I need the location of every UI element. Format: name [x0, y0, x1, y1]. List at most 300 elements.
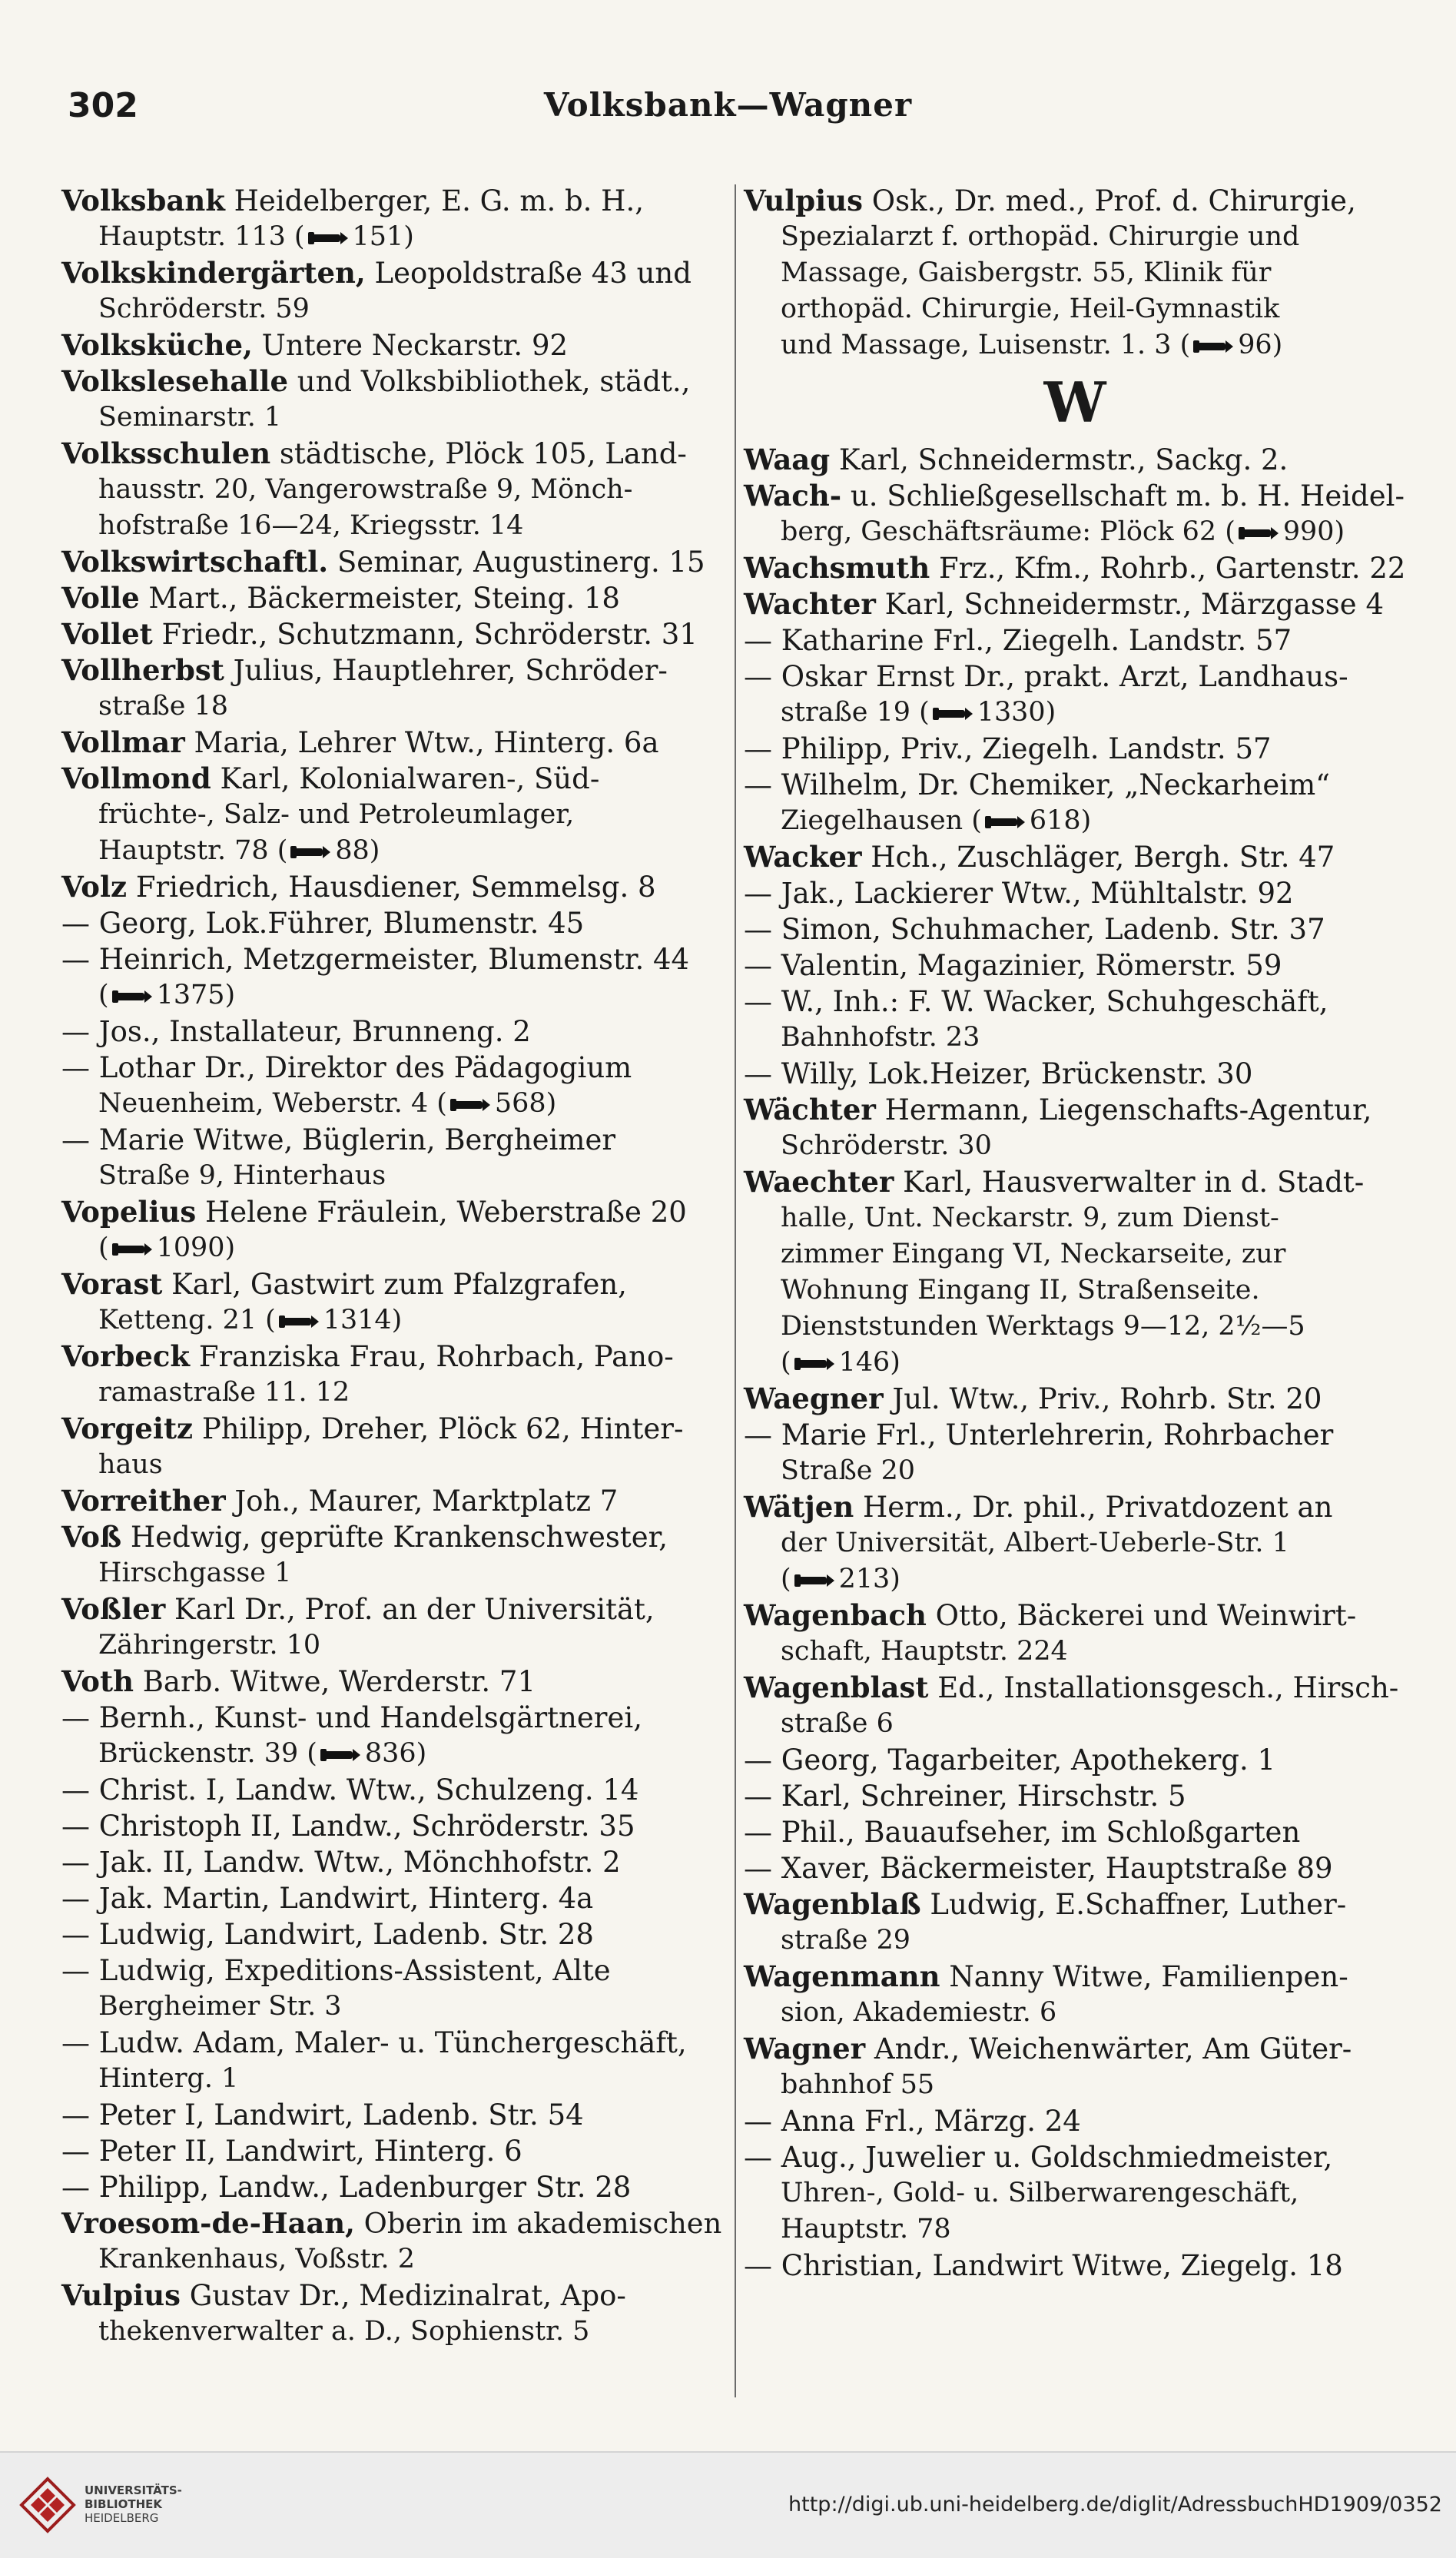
- phone-number: 568: [494, 1088, 546, 1119]
- entry-surname: Wacker: [744, 840, 862, 874]
- entry-text: Hauptstr. 113 (: [98, 221, 305, 252]
- entry-line: [61, 833, 722, 869]
- entry-line: [61, 472, 722, 508]
- entry-text-after: ): [224, 980, 236, 1010]
- entry-surname: Volkslesehalle: [61, 364, 289, 398]
- entry-text: Brückenstr. 39 (: [98, 1738, 317, 1769]
- entry-text: — Ludw. Adam, Maler- u. Tünchergeschäft,: [61, 2026, 687, 2059]
- entry-line: [61, 363, 722, 400]
- directory-entry: [61, 327, 722, 363]
- entry-line: [744, 984, 1406, 1020]
- entry-text: — Georg, Lok.Führer, Blumenstr. 45: [61, 907, 585, 940]
- phone-number: 213: [838, 1564, 891, 1594]
- entry-line: [61, 1627, 722, 1664]
- entry-line: [744, 1923, 1406, 1959]
- phone-number: 1330: [977, 697, 1046, 728]
- entry-line: [744, 183, 1406, 219]
- entry-text: Jul. Wtw., Priv., Rohrb. Str. 20: [883, 1382, 1322, 1415]
- entry-surname: Vollherbst: [61, 653, 224, 687]
- entry-text: Joh., Maurer, Marktplatz 7: [225, 1485, 619, 1518]
- phone-number: 151: [352, 221, 404, 252]
- entry-surname: Vroesom-de-Haan,: [61, 2206, 355, 2240]
- entry-line: [61, 1591, 722, 1627]
- entry-surname: Waechter: [744, 1165, 894, 1199]
- entry-text: Hauptstr. 78 (: [98, 835, 288, 866]
- entry-text: Bergheimer Str. 3: [98, 1991, 342, 2022]
- entry-surname: Vollmond: [61, 761, 211, 795]
- entry-line: [744, 875, 1406, 911]
- entry-text: — Georg, Tagarbeiter, Apothekerg. 1: [744, 1743, 1276, 1777]
- directory-entry: [61, 1483, 722, 1519]
- entry-line: [744, 1236, 1406, 1272]
- phone-number: 1375: [156, 980, 225, 1010]
- entry-text: Karl, Hausverwalter in d. Stadt-: [894, 1166, 1365, 1199]
- entry-text: — Peter II, Landwirt, Hinterg. 6: [61, 2135, 522, 2168]
- directory-entry: [61, 2025, 722, 2097]
- entry-line: [744, 1272, 1406, 1309]
- entry-line: [61, 869, 722, 905]
- entry-text-after: ): [416, 1738, 427, 1769]
- directory-entry: [744, 1598, 1406, 1670]
- page-number: 302: [68, 86, 138, 125]
- entry-text: und Volksbibliothek, städt.,: [288, 365, 691, 398]
- entry-surname: Volz: [61, 870, 128, 904]
- source-url-link[interactable]: http://digi.ub.uni-heidelberg.de/diglit/AdressbuchHD1909/0352: [788, 2493, 1442, 2517]
- entry-line: [744, 2031, 1406, 2067]
- directory-entry: [744, 1092, 1406, 1164]
- entry-text: — Philipp, Priv., Ziegelh. Landstr. 57: [744, 732, 1272, 765]
- entry-line: [61, 255, 722, 291]
- entry-line: [61, 941, 722, 977]
- entry-line: [61, 291, 722, 327]
- entry-line: [61, 652, 722, 688]
- directory-entry: [744, 1814, 1406, 1850]
- entry-text: (: [98, 1233, 109, 1263]
- directory-entry: [61, 652, 722, 725]
- directory-entry: [744, 1489, 1406, 1598]
- entry-surname: Wach-: [744, 479, 842, 513]
- entry-line: [744, 622, 1406, 659]
- entry-text-after: ): [391, 1305, 403, 1335]
- entry-line: [61, 761, 722, 797]
- entry-line: [61, 1230, 722, 1266]
- entry-text: straße 19 (: [781, 697, 930, 728]
- entry-text: Krankenhaus, Voßstr. 2: [98, 2244, 415, 2274]
- directory-entry: [61, 183, 722, 255]
- entry-text: — W., Inh.: F. W. Wacker, Schuhgeschäft,: [744, 985, 1328, 1018]
- footer: [0, 2451, 1456, 2558]
- entry-text: Seminar, Augustinerg. 15: [328, 546, 705, 579]
- directory-entry: [744, 767, 1406, 839]
- entry-text-after: ): [1334, 516, 1345, 547]
- entry-line: [61, 1989, 722, 2025]
- entry-text: Nanny Witwe, Familienpen-: [940, 1960, 1348, 1993]
- left-column: [61, 183, 722, 2350]
- entry-surname: Wagenblast: [744, 1670, 929, 1704]
- entry-text: — Jak. Martin, Landwirt, Hinterg. 4a: [61, 1882, 594, 1915]
- entry-surname: Volksschulen: [61, 436, 271, 470]
- entry-surname: Wagner: [744, 2032, 866, 2065]
- entry-line: [61, 1339, 722, 1375]
- directory-entry: [61, 2205, 722, 2278]
- directory-entry: [61, 1014, 722, 1050]
- entry-line: [744, 1056, 1406, 1092]
- directory-entry: [744, 2248, 1406, 2284]
- entry-text-after: ): [369, 835, 380, 866]
- entry-text: Franziska Frau, Rohrbach, Pano-: [190, 1340, 674, 1373]
- library-logo-text: [85, 2483, 182, 2525]
- entry-text: Straße 9, Hinterhaus: [98, 1160, 386, 1191]
- entry-text: — Heinrich, Metzgermeister, Blumenstr. 44: [61, 943, 690, 976]
- entry-text: Straße 20: [781, 1455, 916, 1486]
- directory-entry: [744, 2103, 1406, 2139]
- entry-text: — Jos., Installateur, Brunneng. 2: [61, 1015, 531, 1048]
- entry-text: Hermann, Liegenschafts-Agentur,: [875, 1093, 1372, 1126]
- entry-text-after: ): [403, 221, 414, 252]
- directory-entry: [744, 1381, 1406, 1417]
- phone-number: 1090: [156, 1233, 225, 1263]
- directory-entry: [744, 622, 1406, 659]
- entry-text: Andr., Weichenwärter, Am Güter-: [865, 2032, 1352, 2065]
- column-divider: [735, 184, 736, 2397]
- entry-text: Dienststunden Werktags 9—12, 2½—5: [781, 1311, 1305, 1342]
- entry-surname: Voß: [61, 1520, 122, 1554]
- directory-entry: [61, 255, 722, 327]
- entry-line: [744, 1345, 1406, 1381]
- entry-text: Uhren-, Gold- u. Silberwarengeschäft,: [781, 2178, 1299, 2208]
- directory-entry: [61, 363, 722, 436]
- entry-text: hofstraße 16—24, Kriegsstr. 14: [98, 510, 524, 541]
- directory-entry: [744, 1886, 1406, 1959]
- directory-entry: [744, 478, 1406, 550]
- entry-text: Zähringerstr. 10: [98, 1630, 321, 1661]
- entry-text: Leopoldstraße 43 und: [365, 257, 692, 290]
- telephone-receiver-icon: [794, 1572, 836, 1589]
- entry-surname: Volksküche,: [61, 328, 253, 362]
- phone-number: 146: [838, 1347, 891, 1378]
- entry-line: [61, 544, 722, 580]
- entry-surname: Vorast: [61, 1267, 163, 1301]
- directory-entry: [61, 616, 722, 652]
- entry-text: der Universität, Albert-Ueberle-Str. 1: [781, 1528, 1289, 1558]
- entry-line: [61, 183, 722, 219]
- entry-line: [744, 2139, 1406, 2175]
- entry-surname: Voth: [61, 1664, 134, 1698]
- entry-line: [744, 1128, 1406, 1164]
- phone-number: 618: [1029, 805, 1081, 836]
- entry-surname: Waag: [744, 443, 831, 476]
- entry-text: Karl, Gastwirt zum Pfalzgrafen,: [162, 1268, 627, 1301]
- entry-text: Hedwig, geprüfte Krankenschwester,: [121, 1521, 668, 1554]
- entry-text: Gustav Dr., Medizinalrat, Apo-: [180, 2279, 626, 2312]
- entry-line: [61, 2314, 722, 2350]
- entry-text: (: [781, 1347, 791, 1378]
- entry-text: — Christian, Landwirt Witwe, Ziegelg. 18: [744, 2249, 1343, 2282]
- entry-text: — Marie Frl., Unterlehrerin, Rohrbacher: [744, 1418, 1334, 1452]
- directory-entry: [744, 183, 1406, 363]
- entry-text: — Jak. II, Landw. Wtw., Mönchhofstr. 2: [61, 1846, 621, 1879]
- directory-entry: [61, 1266, 722, 1339]
- entry-line: [744, 767, 1406, 803]
- directory-entry: [61, 436, 722, 544]
- entry-text: Maria, Lehrer Wtw., Hinterg. 6a: [184, 726, 659, 759]
- directory-entry: [61, 1050, 722, 1122]
- directory-entry: [61, 1700, 722, 1772]
- entry-text: Heidelberger, E. G. m. b. H.,: [224, 184, 644, 217]
- entry-text: Karl Dr., Prof. an der Universität,: [165, 1593, 655, 1626]
- directory-entry: [744, 659, 1406, 731]
- entry-line: [744, 731, 1406, 767]
- entry-line: [61, 725, 722, 761]
- entry-text: Julius, Hauptlehrer, Schröder-: [224, 654, 668, 687]
- directory-entry: [61, 725, 722, 761]
- entry-line: [61, 1302, 722, 1339]
- directory-entry: [61, 1519, 722, 1591]
- directory-entry: [61, 1411, 722, 1483]
- entry-line: [61, 400, 722, 436]
- telephone-receiver-icon: [1193, 338, 1235, 355]
- phone-number: 88: [335, 835, 370, 866]
- entry-line: [744, 2248, 1406, 2284]
- entry-text: haus: [98, 1449, 163, 1480]
- entry-line: [61, 327, 722, 363]
- entry-text: Oberin im akademischen: [354, 2207, 722, 2240]
- entry-text: sion, Akademiestr. 6: [781, 1997, 1057, 2028]
- entry-text: — Wilhelm, Dr. Chemiker, „Neckarheim“: [744, 768, 1331, 801]
- entry-text: Philipp, Dreher, Plöck 62, Hinter-: [193, 1412, 684, 1445]
- entry-text: halle, Unt. Neckarstr. 9, zum Dienst-: [781, 1203, 1279, 1233]
- entry-line: [744, 803, 1406, 839]
- section-letter: W: [1043, 370, 1106, 435]
- entry-line: [744, 2211, 1406, 2248]
- entry-line: [61, 1844, 722, 1880]
- entry-line: [61, 2169, 722, 2205]
- entry-surname: Volle: [61, 581, 140, 615]
- entry-text: Schröderstr. 59: [98, 294, 310, 324]
- telephone-receiver-icon: [112, 1241, 154, 1258]
- entry-text: hausstr. 20, Vangerowstraße 9, Mönch-: [98, 474, 633, 505]
- entry-text: — Ludwig, Landwirt, Ladenb. Str. 28: [61, 1918, 594, 1951]
- right-column-top-entries: [744, 183, 1406, 363]
- entry-text: Herm., Dr. phil., Privatdozent an: [854, 1491, 1333, 1524]
- telephone-receiver-icon: [794, 1355, 836, 1372]
- entry-line: [744, 327, 1406, 363]
- entry-text: — Aug., Juwelier u. Goldschmiedmeister,: [744, 2141, 1333, 2174]
- entry-text: Hirschgasse 1: [98, 1558, 292, 1588]
- telephone-receiver-icon: [279, 1313, 320, 1330]
- entry-text: — Jak., Lackierer Wtw., Mühltalstr. 92: [744, 877, 1294, 910]
- entry-surname: Vulpius: [744, 184, 863, 217]
- entry-line: [744, 659, 1406, 695]
- entry-line: [744, 1164, 1406, 1200]
- telephone-receiver-icon: [933, 705, 974, 722]
- directory-entry: [744, 1959, 1406, 2031]
- running-title: Volksbank—Wagner: [543, 86, 913, 124]
- entry-line: [61, 797, 722, 833]
- entry-line: [61, 2278, 722, 2314]
- entry-line: [61, 1916, 722, 1953]
- entry-surname: Wagenmann: [744, 1959, 940, 1993]
- entry-line: [61, 1447, 722, 1483]
- entry-surname: Volkswirtschaftl.: [61, 545, 329, 579]
- entry-text: Otto, Bäckerei und Weinwirt-: [926, 1599, 1357, 1632]
- entry-line: [61, 436, 722, 472]
- entry-text: Frz., Kfm., Rohrb., Gartenstr. 22: [930, 552, 1406, 585]
- entry-text: ramastraße 11. 12: [98, 1377, 350, 1408]
- entry-line: [744, 255, 1406, 291]
- entry-surname: Voßler: [61, 1592, 166, 1626]
- phone-number: 96: [1238, 330, 1272, 360]
- entry-text: Barb. Witwe, Werderstr. 71: [133, 1665, 536, 1698]
- directory-entry: [744, 1778, 1406, 1814]
- entry-text: — Ludwig, Expeditions-Assistent, Alte: [61, 1954, 611, 1987]
- entry-text: Karl, Kolonialwaren-, Süd-: [211, 762, 600, 795]
- entry-line: [744, 1092, 1406, 1128]
- entry-line: [744, 911, 1406, 947]
- entry-line: [744, 219, 1406, 255]
- entry-text: — Valentin, Magazinier, Römerstr. 59: [744, 949, 1282, 982]
- entry-line: [744, 586, 1406, 622]
- directory-entry: [61, 1772, 722, 1808]
- telephone-receiver-icon: [112, 988, 154, 1005]
- entry-surname: Vorgeitz: [61, 1412, 194, 1445]
- entry-text: Karl, Schneidermstr., Märzgasse 4: [875, 588, 1384, 621]
- entry-surname: Vulpius: [61, 2278, 181, 2312]
- directory-entry: [61, 2133, 722, 2169]
- entry-text: — Xaver, Bäckermeister, Hauptstraße 89: [744, 1852, 1333, 1885]
- entry-text: bahnhof 55: [781, 2069, 935, 2100]
- entry-line: [61, 1483, 722, 1519]
- entry-text: (: [781, 1564, 791, 1594]
- directory-entry: [744, 1670, 1406, 1742]
- directory-entry: [744, 947, 1406, 984]
- entry-text: Hauptstr. 78: [781, 2214, 951, 2244]
- library-logo-icon: [17, 2474, 78, 2536]
- entry-text: Friedrich, Hausdiener, Semmelsg. 8: [127, 871, 656, 904]
- entry-text: früchte-, Salz- und Petroleumlager,: [98, 799, 575, 830]
- directory-entry: [744, 586, 1406, 622]
- entry-line: [61, 1158, 722, 1194]
- telephone-receiver-icon: [308, 230, 350, 247]
- entry-line: [744, 550, 1406, 586]
- entry-line: [744, 1417, 1406, 1453]
- entry-line: [744, 478, 1406, 514]
- entry-text: (: [98, 980, 109, 1010]
- entry-line: [61, 2097, 722, 2133]
- entry-text: Karl, Schneidermstr., Sackg. 2.: [830, 443, 1289, 476]
- entry-text: straße 6: [781, 1708, 894, 1739]
- entry-line: [744, 1561, 1406, 1598]
- entry-line: [744, 1778, 1406, 1814]
- directory-entry: [744, 911, 1406, 947]
- entry-text: Hch., Zuschläger, Bergh. Str. 47: [861, 841, 1335, 874]
- directory-entry: [744, 550, 1406, 586]
- entry-text: — Christ. I, Landw. Wtw., Schulzeng. 14: [61, 1773, 639, 1807]
- entry-line: [61, 580, 722, 616]
- directory-entry: [61, 905, 722, 941]
- entry-line: [744, 1742, 1406, 1778]
- entry-line: [61, 1664, 722, 1700]
- entry-line: [61, 1736, 722, 1772]
- entry-line: [61, 219, 722, 255]
- entry-line: [61, 1555, 722, 1591]
- directory-entry: [744, 1164, 1406, 1381]
- right-column-entries: [744, 442, 1406, 2284]
- entry-line: [61, 2205, 722, 2241]
- entry-text: zimmer Eingang VI, Neckarseite, zur: [781, 1239, 1286, 1269]
- directory-entry: [744, 1056, 1406, 1092]
- entry-line: [61, 1194, 722, 1230]
- entry-surname: Vollmar: [61, 725, 185, 759]
- entry-text: — Philipp, Landw., Ladenburger Str. 28: [61, 2171, 632, 2204]
- logo-line: HEIDELBERG: [85, 2511, 159, 2525]
- entry-surname: Vopelius: [61, 1195, 197, 1229]
- entry-text: und Massage, Luisenstr. 1. 3 (: [781, 330, 1191, 360]
- entry-text: Friedr., Schutzmann, Schröderstr. 31: [152, 618, 698, 651]
- entry-line: [61, 1953, 722, 1989]
- entry-text: städtische, Plöck 105, Land-: [270, 437, 687, 470]
- entry-surname: Wachsmuth: [744, 551, 930, 585]
- directory-entry: [61, 941, 722, 1014]
- phone-number: 990: [1282, 516, 1335, 547]
- entry-surname: Wachter: [744, 587, 876, 621]
- entry-line: [744, 1959, 1406, 1995]
- directory-entry: [61, 544, 722, 580]
- entry-text: Spezialarzt f. orthopäd. Chirurgie und: [781, 221, 1300, 252]
- entry-text-after: ): [890, 1564, 900, 1594]
- phone-number: 836: [364, 1738, 416, 1769]
- entry-surname: Wagenbach: [744, 1598, 927, 1632]
- entry-line: [744, 1489, 1406, 1525]
- telephone-receiver-icon: [320, 1747, 362, 1763]
- telephone-receiver-icon: [985, 814, 1026, 831]
- entry-text: Schröderstr. 30: [781, 1130, 992, 1161]
- directory-entry: [61, 1808, 722, 1844]
- entry-line: [744, 1525, 1406, 1561]
- entry-surname: Wätjen: [744, 1490, 854, 1524]
- directory-entry: [61, 2169, 722, 2205]
- entry-line: [61, 1122, 722, 1158]
- entry-text: — Phil., Bauaufseher, im Schloßgarten: [744, 1816, 1301, 1849]
- entry-surname: Volkskindergärten,: [61, 256, 366, 290]
- entry-text-after: ): [1080, 805, 1092, 836]
- entry-text: straße 18: [98, 691, 228, 722]
- entry-text: berg, Geschäftsräume: Plöck 62 (: [781, 516, 1235, 547]
- directory-entry: [61, 1122, 722, 1194]
- entry-line: [61, 616, 722, 652]
- phone-number: 1314: [323, 1305, 392, 1335]
- telephone-receiver-icon: [450, 1097, 492, 1113]
- entry-surname: Vorbeck: [61, 1339, 191, 1373]
- entry-line: [744, 442, 1406, 478]
- entry-text-after: ): [1045, 697, 1056, 728]
- entry-line: [744, 1995, 1406, 2031]
- entry-text: — Oskar Ernst Dr., prakt. Arzt, Landhaus-: [744, 660, 1348, 693]
- entry-surname: Waegner: [744, 1382, 884, 1415]
- entry-text: schaft, Hauptstr. 224: [781, 1636, 1068, 1667]
- entry-line: [61, 1772, 722, 1808]
- entry-line: [61, 1086, 722, 1122]
- entry-line: [61, 1700, 722, 1736]
- entry-text: Neuenheim, Weberstr. 4 (: [98, 1088, 447, 1119]
- entry-line: [61, 1014, 722, 1050]
- directory-entry: [61, 580, 722, 616]
- entry-text-after: ): [224, 1233, 236, 1263]
- entry-text: Hinterg. 1: [98, 2063, 239, 2094]
- entry-line: [61, 1050, 722, 1086]
- entry-line: [744, 839, 1406, 875]
- entry-text: Wohnung Eingang II, Straßenseite.: [781, 1275, 1260, 1306]
